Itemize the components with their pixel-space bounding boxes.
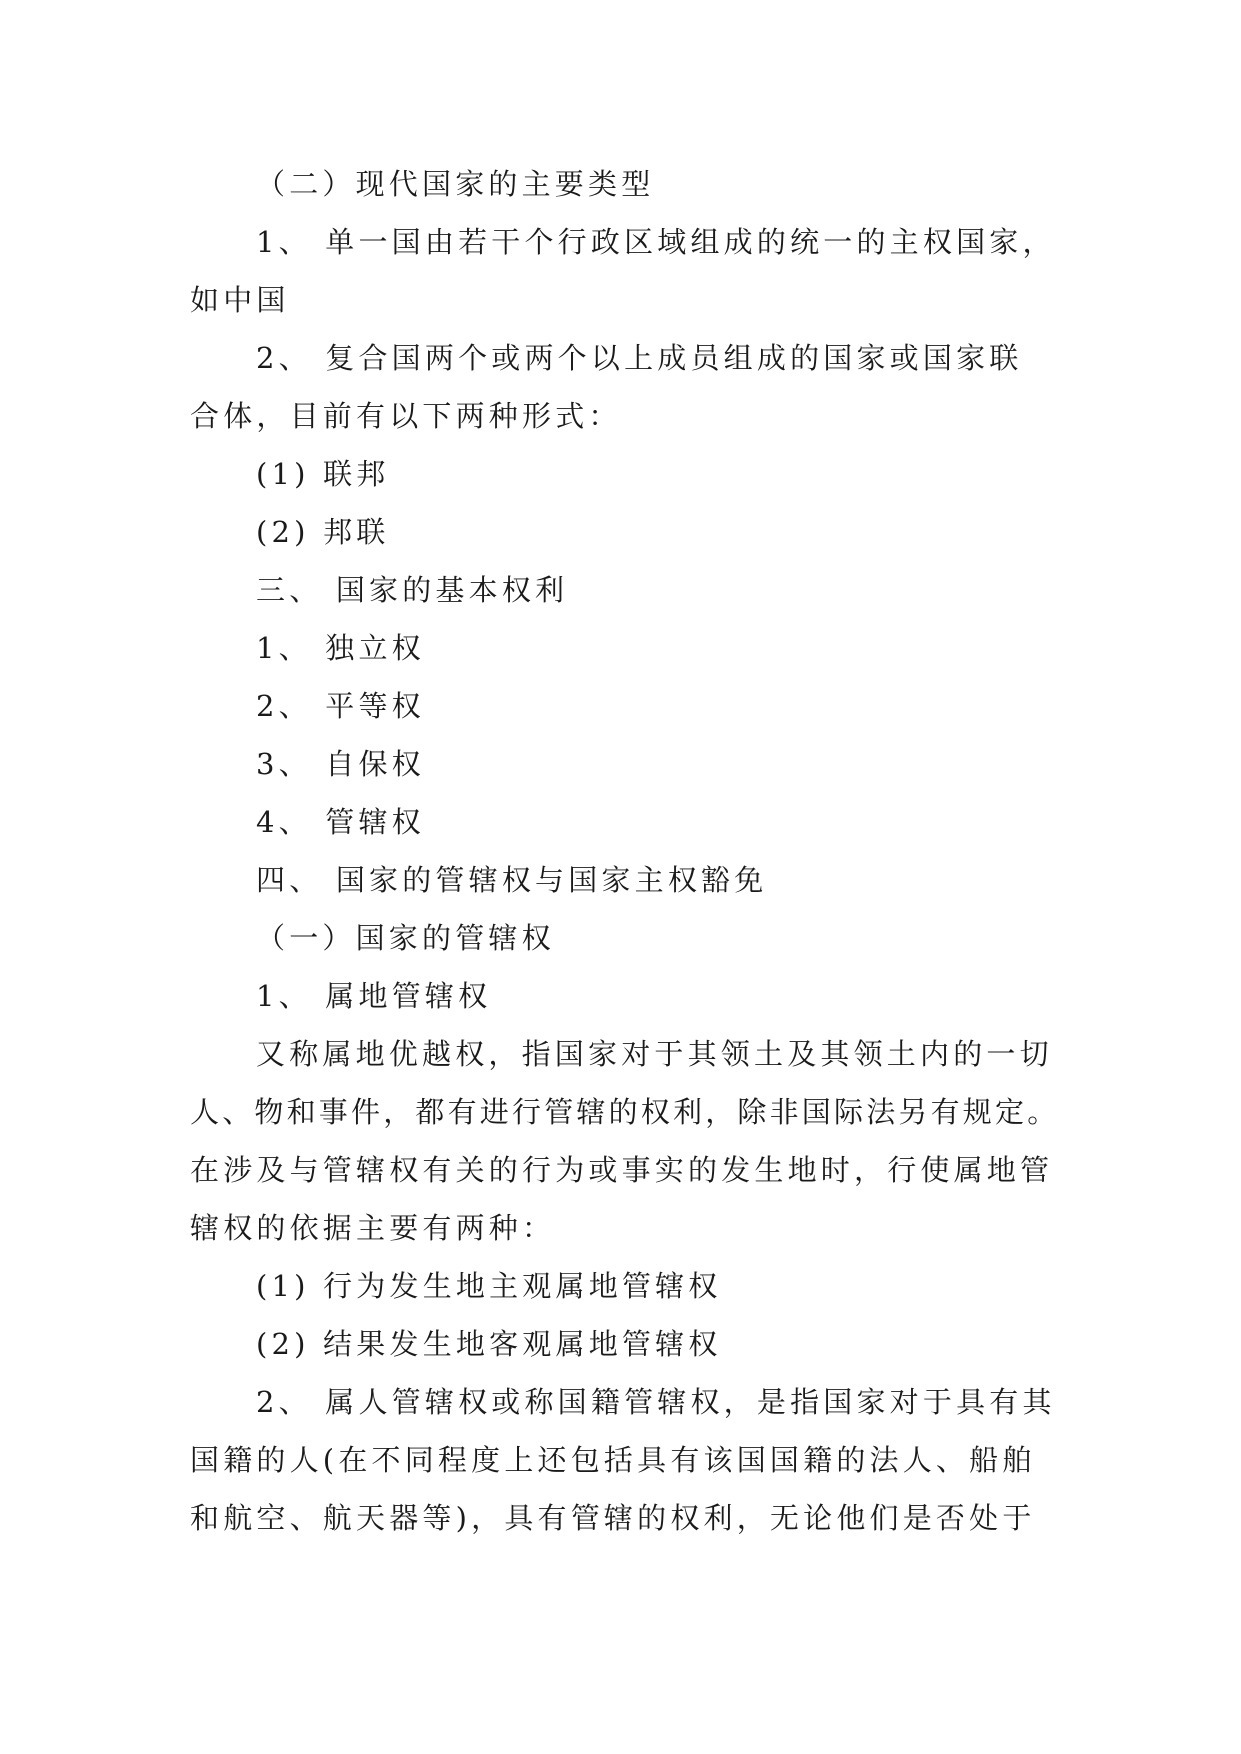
list-item: 3、 自保权: [256, 747, 425, 781]
section-heading-modern-state-types: （二）现代国家的主要类型: [256, 167, 655, 201]
list-item: (2) 结果发生地客观属地管辖权: [256, 1327, 722, 1361]
paragraph-line: 辖权的依据主要有两种：: [190, 1211, 556, 1245]
paragraph-line: 在涉及与管辖权有关的行为或事实的发生地时，行使属地管: [190, 1153, 1054, 1187]
list-item: (1) 行为发生地主观属地管辖权: [256, 1269, 722, 1303]
list-item: 1、 属地管辖权: [256, 979, 492, 1013]
paragraph-line: 又称属地优越权，指国家对于其领土及其领土内的一切: [256, 1037, 1053, 1071]
section-heading-jurisdiction-immunity: 四、 国家的管辖权与国家主权豁免: [256, 863, 768, 897]
list-item: 2、 平等权: [256, 689, 425, 723]
paragraph-line: 2、 复合国两个或两个以上成员组成的国家或国家联: [256, 341, 1023, 375]
paragraph-line: 人、物和事件，都有进行管辖的权利，除非国际法另有规定。: [190, 1095, 1060, 1129]
paragraph-line: 如中国: [190, 283, 290, 317]
subsection-heading-jurisdiction: （一）国家的管辖权: [256, 921, 555, 955]
paragraph-line: 和航空、航天器等)，具有管辖的权利，无论他们是否处于: [190, 1501, 1036, 1535]
list-item: (1) 联邦: [256, 457, 390, 491]
paragraph-line: 国籍的人(在不同程度上还包括具有该国国籍的法人、船舶: [190, 1443, 1036, 1477]
section-heading-basic-rights: 三、 国家的基本权利: [256, 573, 569, 607]
list-item: (2) 邦联: [256, 515, 390, 549]
paragraph-line: 1、 单一国由若干个行政区域组成的统一的主权国家，: [256, 225, 1056, 259]
list-item: 1、 独立权: [256, 631, 425, 665]
list-item: 4、 管辖权: [256, 805, 425, 839]
paragraph-line: 2、 属人管辖权或称国籍管辖权，是指国家对于具有其: [256, 1385, 1056, 1419]
paragraph-line: 合体，目前有以下两种形式：: [190, 399, 622, 433]
